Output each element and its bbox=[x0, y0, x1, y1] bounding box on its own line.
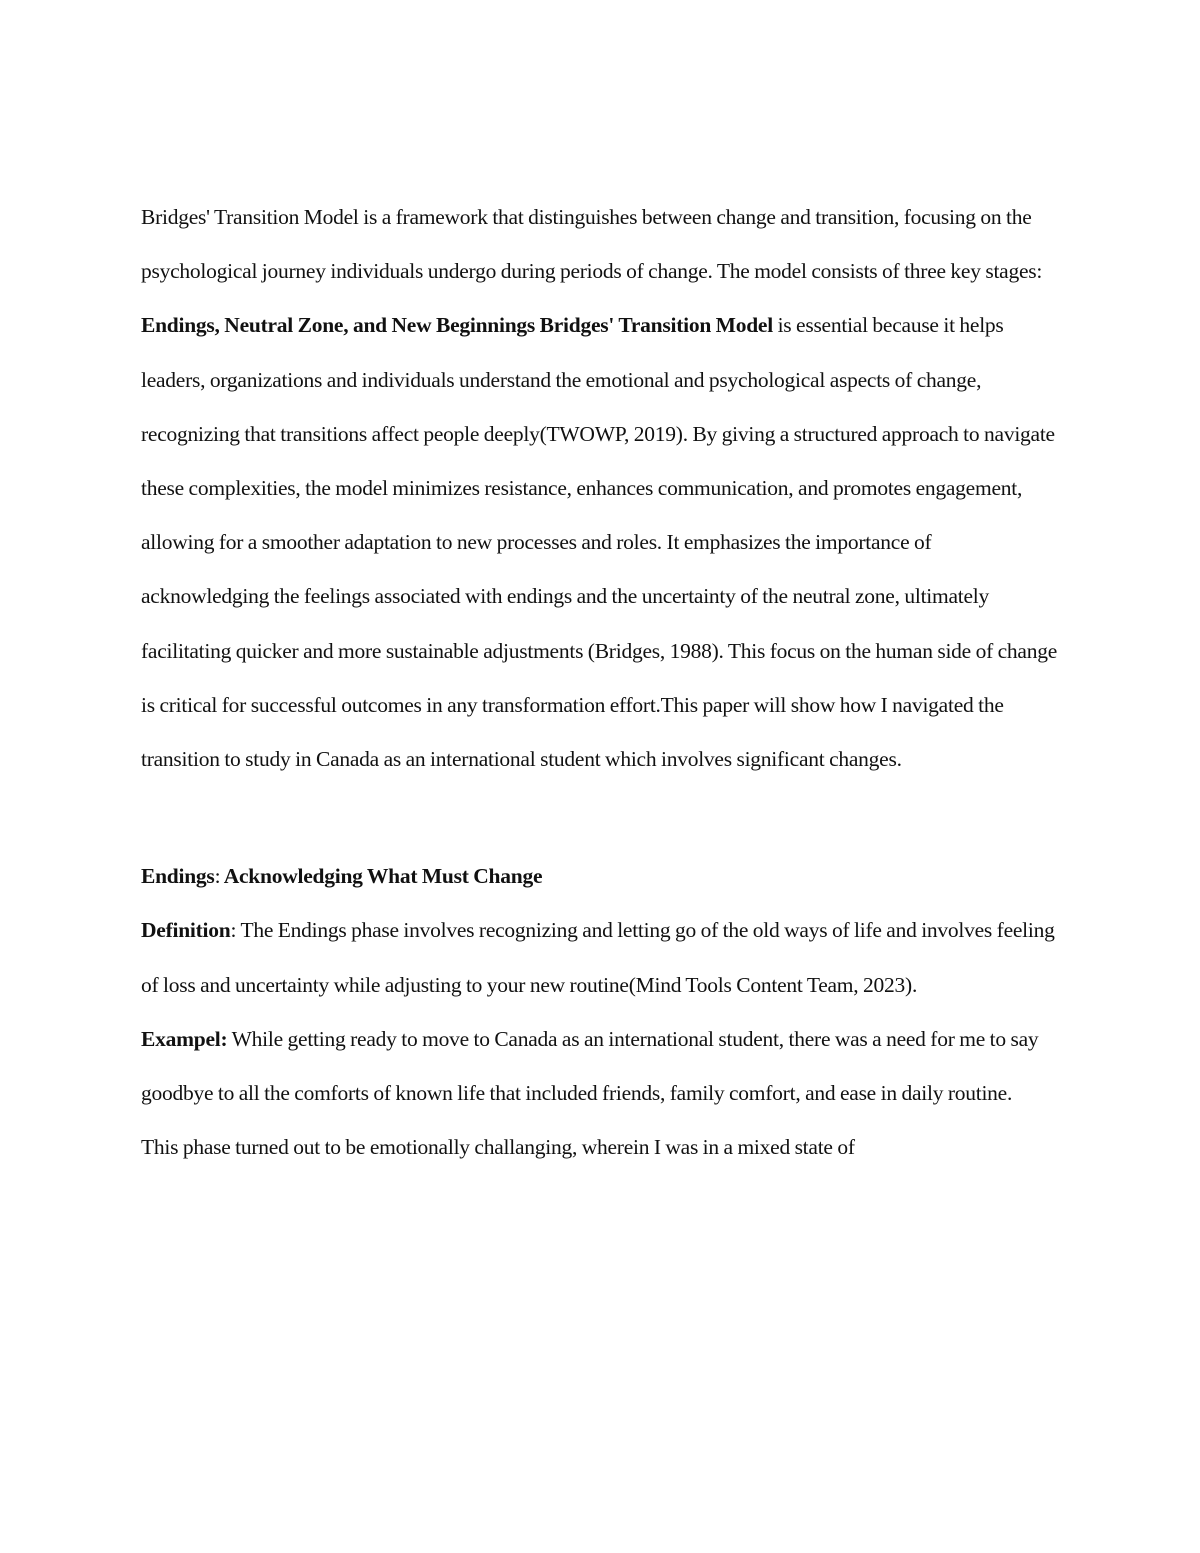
section-heading-endings bbox=[141, 849, 1061, 903]
section-gap bbox=[141, 786, 1061, 849]
intro-text-1: Bridges' Transition Model is a framework that distinguishes between change and transition, focusing on the psychological journey individuals undergo during periods of change. The model consists of three key stages: bbox=[141, 205, 1043, 284]
document-body bbox=[141, 190, 1061, 1174]
heading-endings-title: Acknowledging What Must Change bbox=[220, 864, 543, 889]
example-text: While getting ready to move to Canada as an international student, there was a need for me to say goodbye to all the comforts of known life that included friends, family comfort, and ease in daily routine. bbox=[141, 1026, 1039, 1106]
intro-bold-stages: Endings, Neutral Zone, and New Beginnings Bridges' Transition Model bbox=[141, 313, 773, 338]
example-paragraph bbox=[141, 1012, 1061, 1120]
heading-colon: : bbox=[214, 864, 221, 889]
intro-paragraph bbox=[141, 190, 1061, 786]
definition-paragraph bbox=[141, 903, 1061, 1011]
phase-paragraph: This phase turned out to be emotionally challanging, wherein I was in a mixed state of bbox=[141, 1135, 855, 1160]
intro-text-2: is essential because it helps leaders, organizations and individuals understand the emotional and psychological aspects of change, recognizing that transitions affect people deeply(TWOWP, 2019). By giving a structured approach to navigate these complexities, the model minimizes resistance, enhances communication, and promotes engagement, allowing for a smoother adaptation to new processes and roles. It emphasizes the importance of acknowledging the feelings associated with endings and the uncertainty of the neutral zone, ultimately facilitating quicker and more sustainable adjustments (Bridges, 1988). This focus on the human side of change is critical for successful outcomes in any transformation effort.This paper will show how I navigated the transition to study in Canada as an international student which involves significant changes. bbox=[141, 313, 1057, 772]
definition-label: Definition bbox=[141, 918, 231, 943]
definition-text: The Endings phase involves recognizing and letting go of the old ways of life and involves feeling of loss and uncertainty while adjusting to your new routine(Mind Tools Content Team, 2023). bbox=[141, 918, 1055, 997]
example-label: Exampel: bbox=[141, 1026, 228, 1051]
definition-colon: : bbox=[230, 918, 237, 943]
heading-endings-label: Endings bbox=[141, 864, 215, 889]
